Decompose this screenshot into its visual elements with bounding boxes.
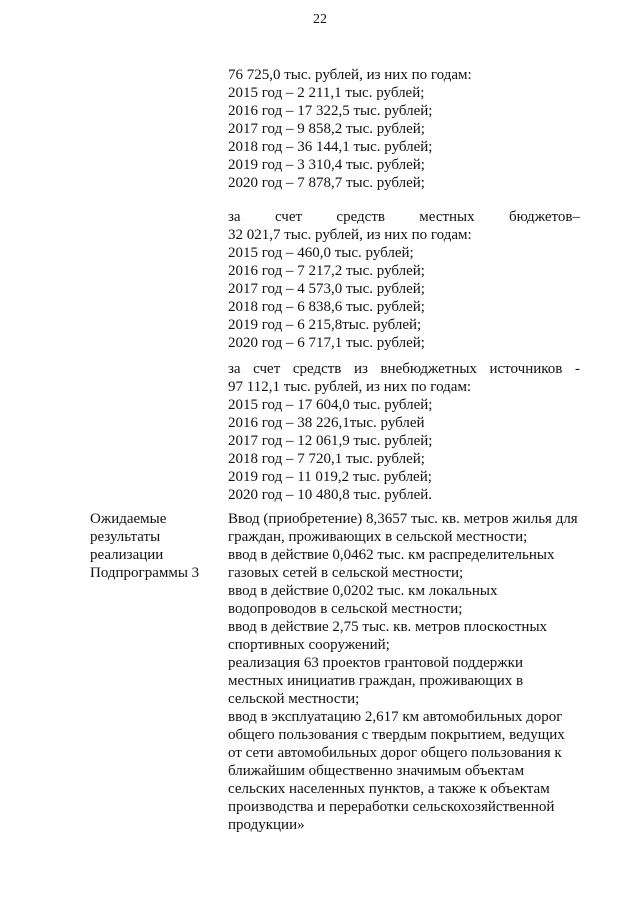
local-year-line: 2015 год – 460,0 тыс. рублей; (228, 245, 414, 261)
extrabudget-total-line: 97 112,1 тыс. рублей, из них по годам: (228, 379, 472, 395)
local-year-line: 2018 год – 6 838,6 тыс. рублей; (228, 299, 425, 315)
extrabudget-year-line: 2020 год – 10 480,8 тыс. рублей. (228, 487, 433, 503)
results-text-line: ввод в действие 0,0462 тыс. км распределительных (228, 547, 555, 563)
results-text-line: сельской местности; (228, 691, 360, 707)
heading-word: счет (253, 361, 281, 377)
results-text-line: газовых сетей в сельской местности; (228, 565, 464, 581)
heading-word: источников (489, 361, 563, 377)
federal-total-line: 76 725,0 тыс. рублей, из них по годам: (228, 67, 472, 83)
results-text-line: местных инициатив граждан, проживающих в (228, 673, 524, 689)
heading-word: из (353, 361, 368, 377)
results-text-line: граждан, проживающих в сельской местности; (228, 529, 528, 545)
results-text-line: спортивных сооружений; (228, 637, 390, 653)
extrabudget-year-line: 2016 год – 38 226,1тыс. рублей (228, 415, 425, 431)
results-text-line: от сети автомобильных дорог общего пользования к (228, 745, 562, 761)
results-label-line: Ожидаемые (90, 511, 167, 527)
federal-year-line: 2020 год – 7 878,7 тыс. рублей; (228, 175, 425, 191)
results-text-line: водопроводов в сельской местности; (228, 601, 463, 617)
heading-word: средств (292, 361, 342, 377)
extrabudget-year-line: 2019 год – 11 019,2 тыс. рублей; (228, 469, 432, 485)
results-text-line: продукции» (228, 817, 305, 833)
heading-word: счет (274, 209, 303, 225)
heading-word: бюджетов– (508, 209, 580, 225)
results-text-line: ввод в действие 0,0202 тыс. км локальных (228, 583, 498, 599)
results-text-line: ввод в эксплуатацию 2,617 км автомобильных дорог (228, 709, 563, 725)
extrabudget-year-line: 2017 год – 12 061,9 тыс. рублей; (228, 433, 433, 449)
local-budget-heading (228, 208, 580, 226)
page-number: 22 (313, 12, 327, 27)
heading-word: местных (419, 209, 475, 225)
results-label-line: реализации (90, 547, 164, 563)
extrabudget-year-line: 2015 год – 17 604,0 тыс. рублей; (228, 397, 433, 413)
local-year-line: 2016 год – 7 217,2 тыс. рублей; (228, 263, 425, 279)
local-year-line: 2019 год – 6 215,8тыс. рублей; (228, 317, 422, 333)
results-text-line: производства и переработки сельскохозяйственной (228, 799, 555, 815)
results-text-line: реализация 63 проектов грантовой поддержки (228, 655, 523, 671)
results-text-line: ввод в действие 2,75 тыс. кв. метров плоскостных (228, 619, 548, 635)
results-text-line: общего пользования с твердым покрытием, ведущих (228, 727, 565, 743)
extrabudget-year-line: 2018 год – 7 720,1 тыс. рублей; (228, 451, 425, 467)
local-year-line: 2020 год – 6 717,1 тыс. рублей; (228, 335, 425, 351)
heading-word: за (228, 361, 241, 377)
federal-year-line: 2015 год – 2 211,1 тыс. рублей; (228, 85, 425, 101)
local-total-line: 32 021,7 тыс. рублей, из них по годам: (228, 227, 472, 243)
heading-word: внебюджетных (380, 361, 477, 377)
extrabudget-heading (228, 360, 580, 378)
federal-year-line: 2019 год – 3 310,4 тыс. рублей; (228, 157, 425, 173)
results-text-line: сельских населенных пунктов, а также к объектам (228, 781, 550, 797)
heading-word: за (228, 209, 241, 225)
heading-word: - (574, 361, 580, 377)
results-text-line: ближайшим общественно значимым объектам (228, 763, 525, 779)
federal-year-line: 2017 год – 9 858,2 тыс. рублей; (228, 121, 425, 137)
heading-word: средств (336, 209, 385, 225)
results-text-line: Ввод (приобретение) 8,3657 тыс. кв. метров жилья для (228, 511, 578, 527)
results-label-line: результаты (90, 529, 161, 545)
results-label-line: Подпрограммы 3 (90, 565, 200, 581)
federal-year-line: 2016 год – 17 322,5 тыс. рублей; (228, 103, 433, 119)
local-year-line: 2017 год – 4 573,0 тыс. рублей; (228, 281, 425, 297)
federal-year-line: 2018 год – 36 144,1 тыс. рублей; (228, 139, 433, 155)
